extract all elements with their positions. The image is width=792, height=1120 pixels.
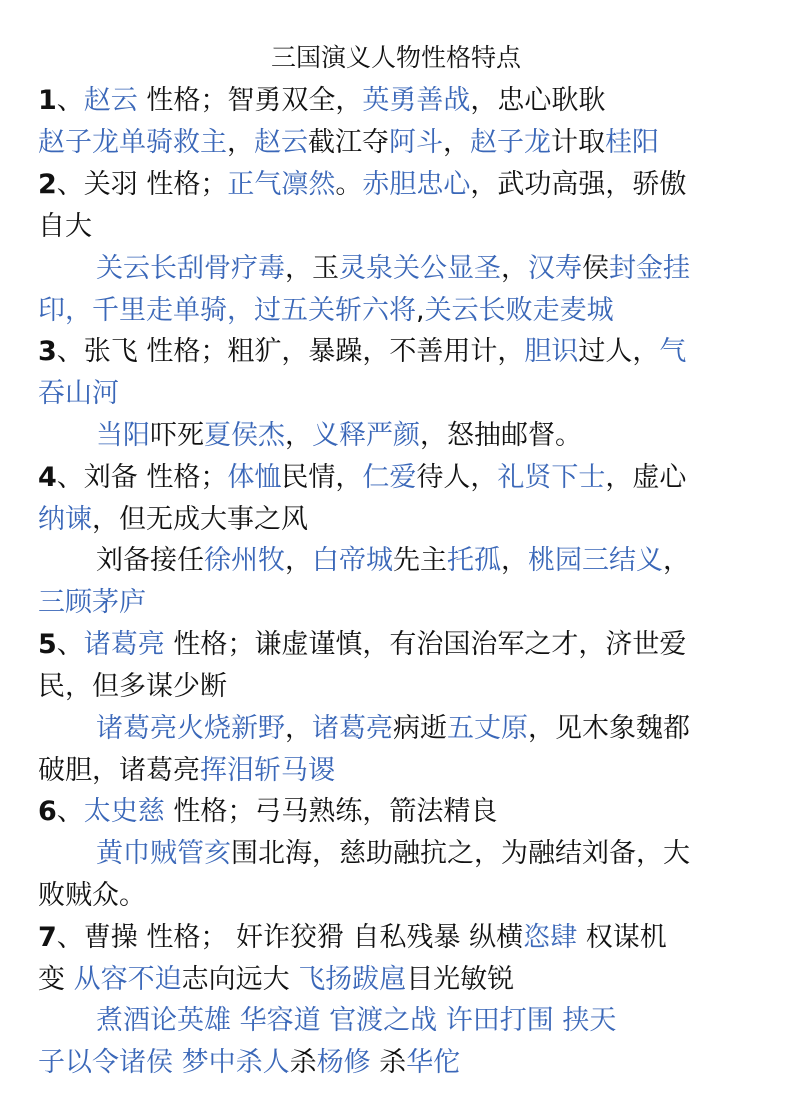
text-line xyxy=(96,710,690,748)
text-span: 吓死 xyxy=(150,420,204,451)
highlighted-text: 赵子龙 xyxy=(470,127,551,158)
text-line xyxy=(96,835,690,873)
highlighted-text: 赤胆忠心 xyxy=(362,169,471,200)
highlighted-text: 正气凛然 xyxy=(227,169,336,200)
highlighted-text: 杨修 xyxy=(316,1047,371,1078)
highlighted-text: 当阳 xyxy=(96,420,150,451)
highlighted-text: 煮酒论英雄 华容道 官渡之战 许田打围 挟天 xyxy=(96,1005,617,1036)
highlighted-text: 从容不迫 xyxy=(73,964,182,995)
text-span: ， xyxy=(285,420,312,451)
highlighted-text: 子以令诸侯 梦中杀人 xyxy=(38,1047,290,1078)
text-line xyxy=(38,793,497,831)
text-span: 刘备接任 xyxy=(96,545,204,576)
highlighted-text: 桂阳 xyxy=(605,127,659,158)
highlighted-text: 体恤 xyxy=(227,462,282,493)
text-span: 截江夺 xyxy=(308,127,389,158)
text-span: 3 xyxy=(38,336,57,367)
text-line xyxy=(38,919,667,957)
text-line xyxy=(96,250,690,288)
highlighted-text: 赵子龙单骑救主 xyxy=(38,127,227,158)
text-span: 4 xyxy=(38,462,57,493)
text-span: 、曹操 性格； 奸诈狡猾 自私残暴 纵横 xyxy=(56,922,524,953)
highlighted-text: 五丈原 xyxy=(447,713,528,744)
text-span: 1 xyxy=(38,85,57,116)
text-span: 杀 xyxy=(289,1047,317,1078)
text-span: ， xyxy=(663,545,690,576)
text-span: ，但无成大事之风 xyxy=(92,504,308,535)
text-line xyxy=(96,417,582,455)
text-span: ，武功高强，骄傲 xyxy=(470,169,687,200)
text-span: 6 xyxy=(38,796,57,827)
text-span: 性格；谦虚谨慎，有治国治军之才，济世爱 xyxy=(164,629,687,660)
text-span: 过人， xyxy=(578,336,660,367)
text-span: 败贼众。 xyxy=(38,880,146,911)
text-span: 志向远大 xyxy=(181,964,299,995)
text-span: ，玉 xyxy=(285,253,339,284)
highlighted-text: 封金挂 xyxy=(609,253,690,284)
highlighted-text: 气 xyxy=(659,336,687,367)
text-span: 先主 xyxy=(393,545,447,576)
text-span: 民，但多谋少断 xyxy=(38,671,227,702)
highlighted-text: 华佗 xyxy=(406,1047,461,1078)
text-span: 、 xyxy=(56,629,84,660)
text-span: 5 xyxy=(38,629,57,660)
highlighted-text: 印，千里走单骑，过五关斩六将 xyxy=(38,295,416,326)
highlighted-text: 白帝城 xyxy=(312,545,393,576)
text-line xyxy=(38,626,686,664)
text-line xyxy=(38,166,686,204)
text-span: 计取 xyxy=(551,127,605,158)
text-span: 性格；智勇双全， xyxy=(137,85,363,116)
highlighted-text: 关云长刮骨疗毒 xyxy=(96,253,285,284)
highlighted-text: 灵泉关公显圣 xyxy=(339,253,501,284)
text-line xyxy=(38,961,514,999)
text-line xyxy=(38,82,605,120)
text-line xyxy=(38,459,686,497)
highlighted-text: 仁爱 xyxy=(362,462,417,493)
text-line xyxy=(38,752,335,790)
text-span: 、关羽 性格； xyxy=(56,169,228,200)
text-span: ，虚心 xyxy=(605,462,687,493)
highlighted-text: 桃园三结义 xyxy=(528,545,663,576)
highlighted-text: 徐州牧 xyxy=(204,545,285,576)
page-title: 三国演义人物性格特点 xyxy=(270,43,521,72)
highlighted-text: 三顾茅庐 xyxy=(38,587,146,618)
text-span: 杀 xyxy=(370,1047,407,1078)
text-span: 、 xyxy=(56,796,84,827)
text-span: ，忠心耿耿 xyxy=(470,85,606,116)
text-line xyxy=(38,1044,460,1082)
highlighted-text: 挥泪斩马谡 xyxy=(200,755,335,786)
text-line xyxy=(38,292,614,330)
highlighted-text: 吞山河 xyxy=(38,378,119,409)
highlighted-text: 恣肆 xyxy=(523,922,578,953)
highlighted-text: 太史慈 xyxy=(83,796,165,827)
text-line xyxy=(38,333,686,371)
text-span: 变 xyxy=(38,964,74,995)
text-line xyxy=(38,375,119,413)
text-span: ， xyxy=(285,713,312,744)
highlighted-text: 胆识 xyxy=(524,336,579,367)
text-span: 目光敏锐 xyxy=(406,964,515,995)
text-span: 破胆，诸葛亮 xyxy=(38,755,200,786)
text-span: 自大 xyxy=(38,211,92,242)
text-line xyxy=(38,124,659,162)
text-span: 2 xyxy=(38,169,57,200)
text-span: ， xyxy=(443,127,470,158)
text-span: 病逝 xyxy=(393,713,447,744)
highlighted-text: 纳谏 xyxy=(38,504,92,535)
highlighted-text: 夏侯杰 xyxy=(204,420,285,451)
text-line xyxy=(96,1002,616,1040)
text-line xyxy=(38,208,92,246)
text-span: 围北海，慈助融抗之，为融结刘备，大 xyxy=(231,838,690,869)
text-line xyxy=(38,877,146,915)
highlighted-text: 飞扬跋扈 xyxy=(298,964,407,995)
highlighted-text: 英勇善战 xyxy=(362,85,471,116)
text-span: ， xyxy=(501,545,528,576)
text-span: 。 xyxy=(335,169,363,200)
text-line xyxy=(38,501,308,539)
text-line xyxy=(38,668,227,706)
text-span: 、刘备 性格； xyxy=(56,462,228,493)
highlighted-text: 黄巾贼管亥 xyxy=(96,838,231,869)
text-span: 侯 xyxy=(582,253,609,284)
text-line xyxy=(38,584,146,622)
highlighted-text: 礼贤下士 xyxy=(497,462,606,493)
highlighted-text: 赵云 xyxy=(83,85,138,116)
text-span: 、张飞 性格；粗犷，暴躁，不善用计， xyxy=(56,336,525,367)
text-span: , xyxy=(416,295,425,326)
text-span: ， xyxy=(227,127,254,158)
highlighted-text: 汉寿 xyxy=(528,253,582,284)
text-span: 性格；弓马熟练，箭法精良 xyxy=(164,796,498,827)
text-span: 、 xyxy=(56,85,84,116)
highlighted-text: 诸葛亮火烧新野 xyxy=(96,713,285,744)
highlighted-text: 赵云 xyxy=(254,127,308,158)
text-line xyxy=(96,542,690,580)
text-span: ，怒抽邮督。 xyxy=(420,420,582,451)
highlighted-text: 阿斗 xyxy=(389,127,443,158)
text-span: 待人， xyxy=(416,462,498,493)
highlighted-text: 诸葛亮 xyxy=(83,629,165,660)
text-span: 权谋机 xyxy=(577,922,667,953)
text-span: ， xyxy=(501,253,528,284)
highlighted-text: 托孤 xyxy=(447,545,501,576)
text-span: 民情， xyxy=(281,462,363,493)
highlighted-text: 义释严颜 xyxy=(312,420,420,451)
highlighted-text: 关云长败走麦城 xyxy=(424,295,614,326)
text-span: ，见木象魏都 xyxy=(528,713,690,744)
text-span: ， xyxy=(285,545,312,576)
highlighted-text: 诸葛亮 xyxy=(312,713,393,744)
text-span: 7 xyxy=(38,922,57,953)
